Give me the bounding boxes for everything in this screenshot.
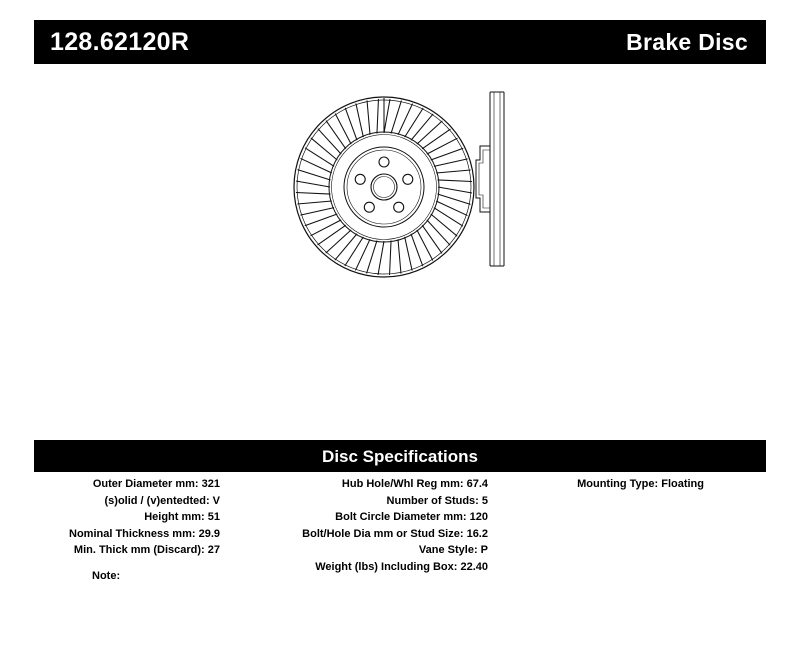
product-drawing (34, 72, 766, 422)
spec-column-left (34, 476, 220, 559)
spec-item: Vane Style: P (418, 544, 488, 556)
spec-column-right (488, 476, 766, 493)
spec-item: Min. Thick mm (Discard): 27 (73, 544, 220, 556)
header-bar (34, 20, 766, 64)
spec-item: (s)olid / (v)entedted: V (104, 494, 220, 507)
spec-item: Outer Diameter mm: 321 (92, 478, 220, 490)
spec-item: Height mm: 51 (144, 511, 220, 523)
spec-section-header (34, 440, 766, 472)
note-label: Note: (92, 570, 121, 582)
brake-rotor-section-icon (474, 84, 534, 279)
note-section (34, 570, 766, 582)
brake-rotor-face-icon (289, 92, 479, 287)
spec-item: Weight (lbs) Including Box: 22.40 (315, 560, 488, 573)
product-type-label: Brake Disc (626, 28, 748, 55)
spec-body (34, 476, 766, 575)
part-number: 128.62120R (50, 27, 190, 56)
spec-item: Bolt/Hole Dia mm or Stud Size: 16.2 (302, 527, 488, 540)
spec-item: Hub Hole/Whl Reg mm: 67.4 (341, 478, 488, 490)
spec-item: Number of Studs: 5 (386, 494, 488, 507)
spec-column-middle (220, 476, 488, 575)
spec-item: Nominal Thickness mm: 29.9 (69, 527, 220, 540)
spec-section-title: Disc Specifications (322, 446, 478, 466)
spec-item: Bolt Circle Diameter mm: 120 (335, 511, 488, 523)
spec-item: Mounting Type: Floating (577, 478, 704, 490)
